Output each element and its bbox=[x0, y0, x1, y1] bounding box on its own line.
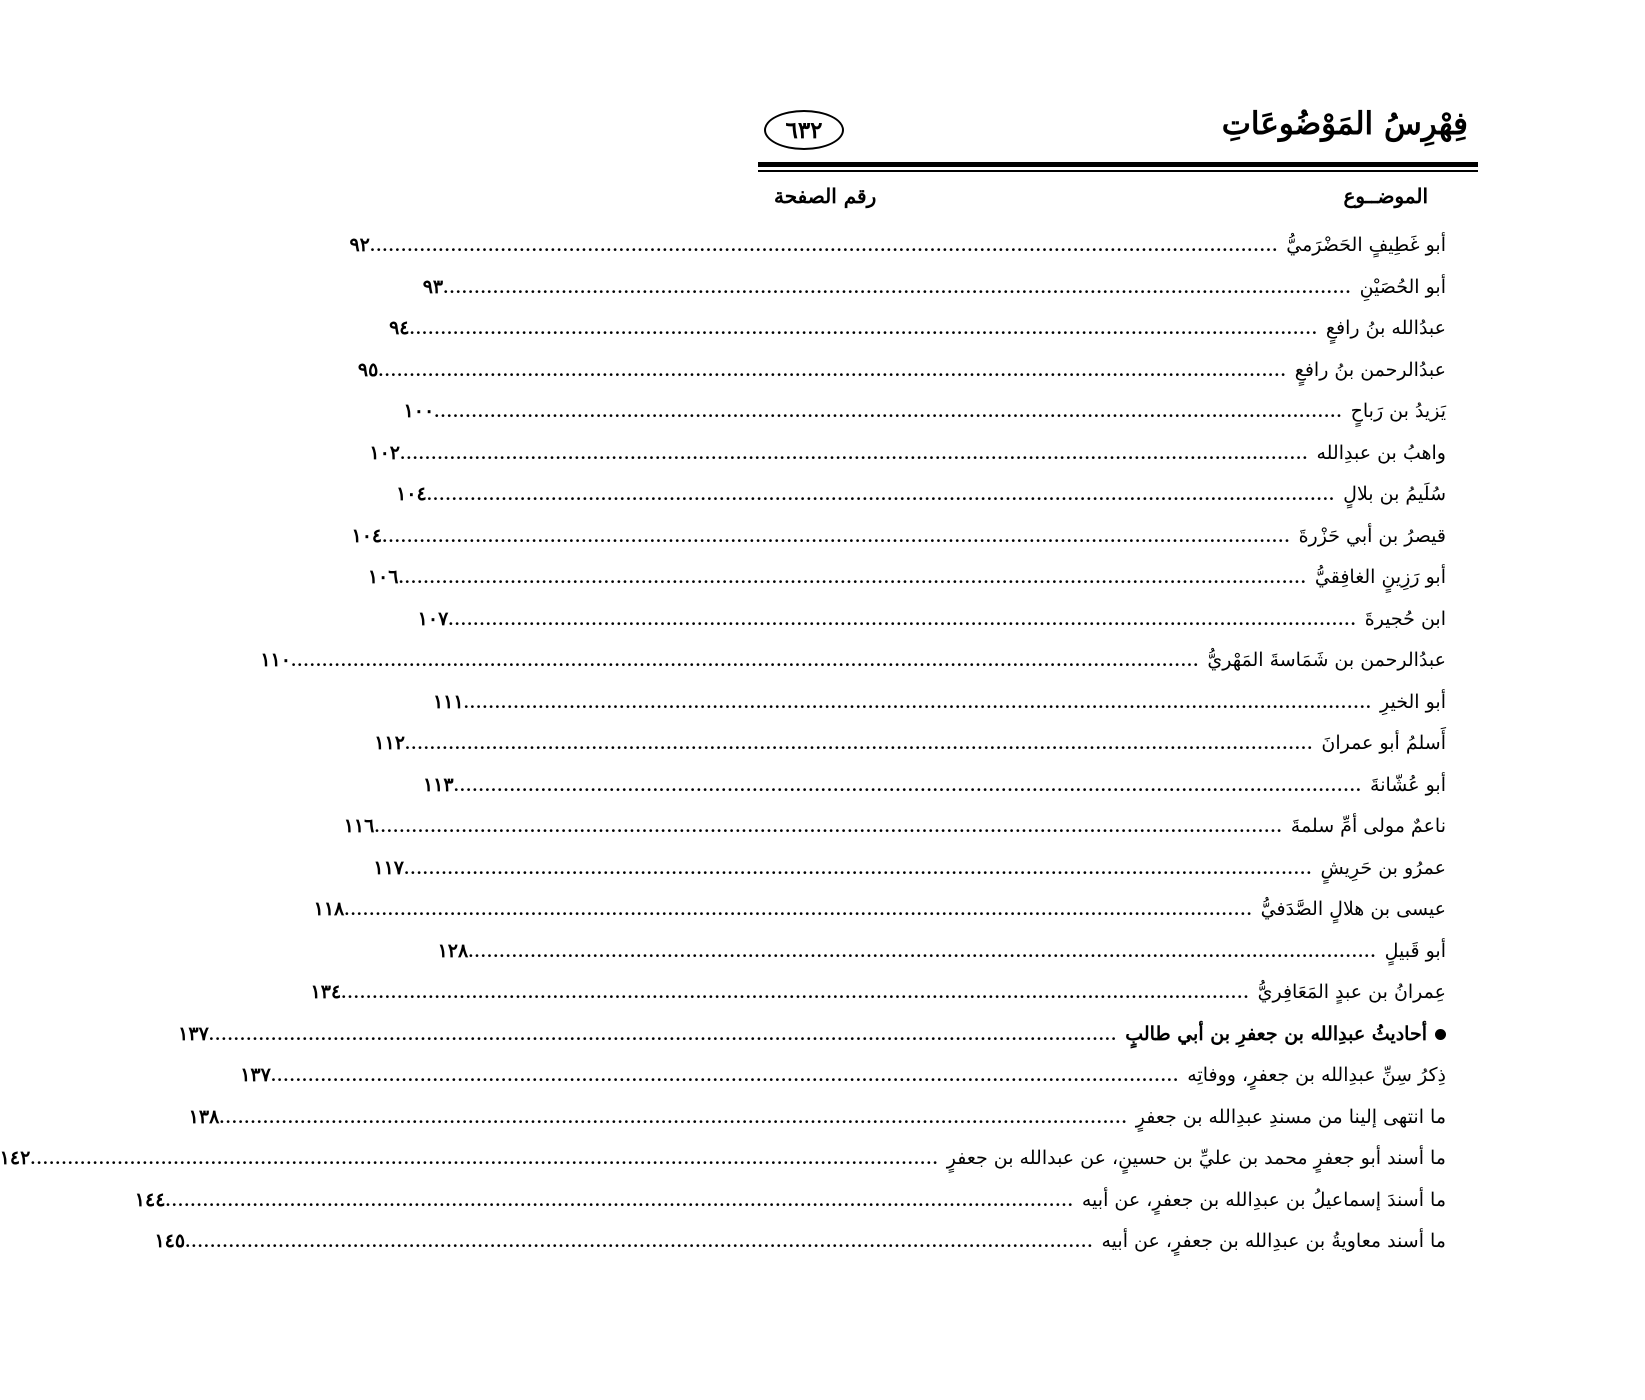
toc-entry-title bbox=[1283, 815, 1446, 837]
toc-entry bbox=[134, 1188, 1446, 1231]
toc-entry-page: ٩٥ bbox=[357, 358, 379, 381]
toc-entry-title bbox=[1179, 1064, 1446, 1086]
toc-entry-title bbox=[1287, 359, 1446, 381]
dot-leader: .................................................................................................................................................. bbox=[409, 320, 1318, 338]
header-rule-thin bbox=[758, 170, 1478, 172]
toc-entry bbox=[310, 981, 1446, 1023]
header-rule-thick bbox=[758, 162, 1478, 167]
toc-entry-title bbox=[1362, 774, 1446, 796]
toc-entry bbox=[188, 1105, 1446, 1148]
toc-entry-text: عمرُو بن حَرِيشٍ bbox=[1320, 856, 1446, 879]
toc-entry-title bbox=[1377, 940, 1446, 962]
toc-entry-page: ١١٨ bbox=[313, 898, 345, 920]
toc-entry-page: ١٤٢ bbox=[0, 1147, 31, 1169]
toc-entry-text: ما انتهى إلينا من مسندِ عبدِالله بن جعفرٍ bbox=[1135, 1105, 1446, 1128]
toc-entry-page: ١١٢ bbox=[374, 732, 405, 754]
toc-entry-title bbox=[1352, 276, 1446, 298]
toc-entry bbox=[369, 441, 1446, 484]
dot-leader: .................................................................................................................................................. bbox=[30, 1150, 939, 1168]
dot-leader: .................................................................................................................................................. bbox=[448, 610, 1357, 629]
toc-entry-page: ٩٤ bbox=[389, 317, 410, 339]
toc-entry-page: ١٣٤ bbox=[310, 981, 342, 1003]
toc-section-heading bbox=[178, 1022, 1446, 1065]
toc-entry-page: ١١٦ bbox=[343, 815, 375, 837]
toc-entry bbox=[417, 607, 1446, 650]
dot-leader: .................................................................................................................................................. bbox=[382, 527, 1291, 546]
toc-entry-text: عبدُالرحمن بنُ رافعٍ bbox=[1294, 358, 1446, 381]
toc-entry-title bbox=[1312, 857, 1446, 879]
toc-entry bbox=[349, 234, 1446, 276]
toc-entry-text: عبدُالرحمن بن شَمَاسةَ المَهْريُّ bbox=[1207, 649, 1446, 671]
toc-entry-text: أبو الحُصَيْنِ bbox=[1359, 275, 1446, 298]
toc-entry-title bbox=[1372, 691, 1446, 713]
toc-entry bbox=[389, 317, 1446, 359]
toc-entry-page: ١١١ bbox=[432, 690, 464, 713]
toc-entry-page: ١٢٨ bbox=[437, 939, 469, 962]
toc-entry-text: عبدُالله بنُ رافعٍ bbox=[1325, 317, 1446, 339]
dot-leader: .................................................................................................................................................. bbox=[400, 444, 1309, 463]
table-of-contents bbox=[0, 234, 1446, 1272]
toc-entry-page: ١٠٢ bbox=[369, 441, 400, 464]
toc-entry-page: ١٣٨ bbox=[188, 1105, 220, 1128]
toc-entry-title bbox=[1335, 483, 1446, 505]
dot-leader: .................................................................................................................................................. bbox=[344, 901, 1253, 919]
dot-leader: .................................................................................................................................................. bbox=[378, 361, 1287, 380]
toc-entry-text: عيسى بن هلالٍ الصَّدَفيُّ bbox=[1260, 898, 1446, 920]
toc-entry-text: ما أسند أبو جعفرٍ محمد بن عليِّ بن حسينٍ، عن عبدالله بن جعفرٍ bbox=[946, 1147, 1446, 1169]
toc-entry-page: ١٣٧ bbox=[178, 1022, 209, 1045]
dot-leader: .................................................................................................................................................. bbox=[443, 278, 1352, 297]
toc-entry bbox=[422, 275, 1446, 318]
column-headers bbox=[758, 184, 1478, 218]
toc-entry-title bbox=[1343, 400, 1446, 422]
column-header-topic: الموضــوع bbox=[1343, 184, 1428, 208]
dot-leader: .................................................................................................................................................. bbox=[270, 1067, 1180, 1085]
dot-leader: .................................................................................................................................................. bbox=[426, 486, 1336, 504]
toc-entry-title bbox=[1250, 981, 1446, 1003]
toc-entry bbox=[373, 856, 1446, 899]
page-header bbox=[758, 100, 1478, 166]
dot-leader: .................................................................................................................................................. bbox=[374, 818, 1283, 836]
toc-entry-page: ١١٣ bbox=[422, 773, 454, 796]
toc-entry bbox=[343, 815, 1446, 857]
toc-entry-text: ما أسند معاويةُ بن عبدِالله بن جعفرٍ، عن أبيه bbox=[1101, 1230, 1446, 1252]
toc-entry-page: ١٠٠ bbox=[403, 400, 435, 422]
toc-entry bbox=[422, 773, 1446, 816]
toc-entry-page: ١١٧ bbox=[373, 856, 404, 879]
toc-entry bbox=[432, 690, 1446, 733]
toc-entry-text: واهبُ بن عبدِالله bbox=[1316, 441, 1446, 464]
toc-entry-text: ابن حُجيرةَ bbox=[1364, 607, 1446, 630]
toc-entry-title bbox=[1074, 1189, 1446, 1211]
page-title: فِهْرِسُ المَوْضُوعَاتِ bbox=[1221, 106, 1468, 142]
toc-entry bbox=[0, 1147, 1446, 1189]
toc-entry-page: ١٤٥ bbox=[154, 1230, 186, 1252]
toc-entry-text: ذِكرُ سِنِّ عبدِالله بن جعفرٍ، ووفاتِه bbox=[1187, 1064, 1446, 1086]
dot-leader: .................................................................................................................................................. bbox=[219, 1108, 1128, 1127]
toc-entry-page: ١٠٧ bbox=[417, 607, 449, 630]
toc-entry-page: ١٠٤ bbox=[396, 483, 427, 505]
toc-entry-title bbox=[1278, 234, 1446, 256]
toc-entry bbox=[351, 524, 1446, 567]
toc-entry bbox=[154, 1230, 1446, 1272]
toc-entry-text: أبو رَزِينٍ الغافِقيُّ bbox=[1314, 566, 1446, 588]
dot-leader: .................................................................................................................................................. bbox=[463, 693, 1373, 712]
toc-entry-title bbox=[939, 1147, 1446, 1169]
column-header-page: رقم الصفحة bbox=[774, 184, 877, 208]
toc-entry-text: أَسلمُ أبو عمرانَ bbox=[1321, 732, 1446, 754]
toc-entry bbox=[367, 566, 1446, 608]
dot-leader: .................................................................................................................................................. bbox=[398, 569, 1307, 587]
toc-entry bbox=[396, 483, 1446, 525]
toc-entry-text: أبو الخيرِ bbox=[1380, 690, 1446, 713]
toc-entry-title bbox=[1094, 1230, 1447, 1252]
dot-leader: .................................................................................................................................................. bbox=[468, 942, 1377, 961]
document-page bbox=[0, 100, 1478, 1300]
toc-entry-title bbox=[1253, 898, 1446, 920]
toc-entry-title bbox=[1307, 566, 1446, 588]
toc-entry-text: أبو غَطِيفٍ الحَضْرَميُّ bbox=[1286, 234, 1446, 256]
toc-entry-text: ناعمٌ مولى أمِّ سلمةَ bbox=[1290, 815, 1446, 837]
toc-entry-text: أبو عُشّانةَ bbox=[1370, 773, 1446, 796]
toc-entry bbox=[313, 898, 1446, 940]
toc-entry-page: ٩٢ bbox=[349, 234, 370, 256]
page-number-badge: ٦٣٢ bbox=[764, 110, 844, 150]
toc-entry bbox=[357, 358, 1446, 401]
toc-entry-page: ١٣٧ bbox=[240, 1064, 271, 1086]
dot-leader: .................................................................................................................................................. bbox=[434, 403, 1343, 421]
toc-entry-title bbox=[1357, 608, 1446, 630]
toc-entry-title bbox=[1308, 442, 1446, 464]
dot-leader: .................................................................................................................................................. bbox=[290, 652, 1200, 670]
toc-entry-title bbox=[1313, 732, 1446, 754]
toc-entry-page: ١٠٤ bbox=[351, 524, 383, 547]
dot-leader: .................................................................................................................................................. bbox=[369, 237, 1279, 255]
toc-entry-title bbox=[1199, 649, 1446, 671]
toc-entry-text: عِمرانُ بن عبدٍ المَعَافِريُّ bbox=[1257, 981, 1446, 1003]
toc-entry-title bbox=[1291, 525, 1446, 547]
toc-entry-text: سُلَيمُ بن بلالٍ bbox=[1343, 483, 1446, 505]
toc-entry-text: يَزيدُ بن رَباحٍ bbox=[1350, 400, 1446, 422]
dot-leader: .................................................................................................................................................. bbox=[165, 1191, 1074, 1210]
toc-entry-page: ١٠٦ bbox=[367, 566, 399, 588]
toc-entry bbox=[403, 400, 1446, 442]
toc-entry-title bbox=[1318, 317, 1446, 339]
toc-entry bbox=[437, 939, 1446, 982]
toc-entry-text: أحاديثُ عبدِالله بن جعفرِ بن أبي طالبٍ bbox=[1125, 1022, 1427, 1045]
toc-entry-page: ١٤٤ bbox=[134, 1188, 166, 1211]
dot-leader: .................................................................................................................................................. bbox=[208, 1025, 1118, 1044]
toc-entry-title bbox=[1117, 1023, 1446, 1045]
toc-entry bbox=[240, 1064, 1446, 1106]
toc-entry-text: أبو قَبيلٍ bbox=[1384, 939, 1446, 962]
toc-entry bbox=[374, 732, 1446, 774]
toc-entry-page: ١١٠ bbox=[260, 649, 291, 671]
dot-leader: .................................................................................................................................................. bbox=[453, 776, 1363, 795]
toc-entry-page: ٩٣ bbox=[422, 275, 444, 298]
toc-entry-text: قيصرُ بن أبي حَزْرةَ bbox=[1298, 524, 1446, 547]
toc-entry-title bbox=[1128, 1106, 1446, 1128]
dot-leader: .................................................................................................................................................. bbox=[185, 1233, 1094, 1251]
toc-entry bbox=[260, 649, 1446, 691]
dot-leader: .................................................................................................................................................. bbox=[404, 735, 1314, 753]
dot-leader: .................................................................................................................................................. bbox=[341, 984, 1250, 1002]
dot-leader: .................................................................................................................................................. bbox=[404, 859, 1313, 878]
bullet-icon bbox=[1435, 1029, 1446, 1040]
toc-entry-text: ما أسندَ إسماعيلُ بن عبدِالله بن جعفرٍ، عن أبيه bbox=[1081, 1188, 1446, 1211]
